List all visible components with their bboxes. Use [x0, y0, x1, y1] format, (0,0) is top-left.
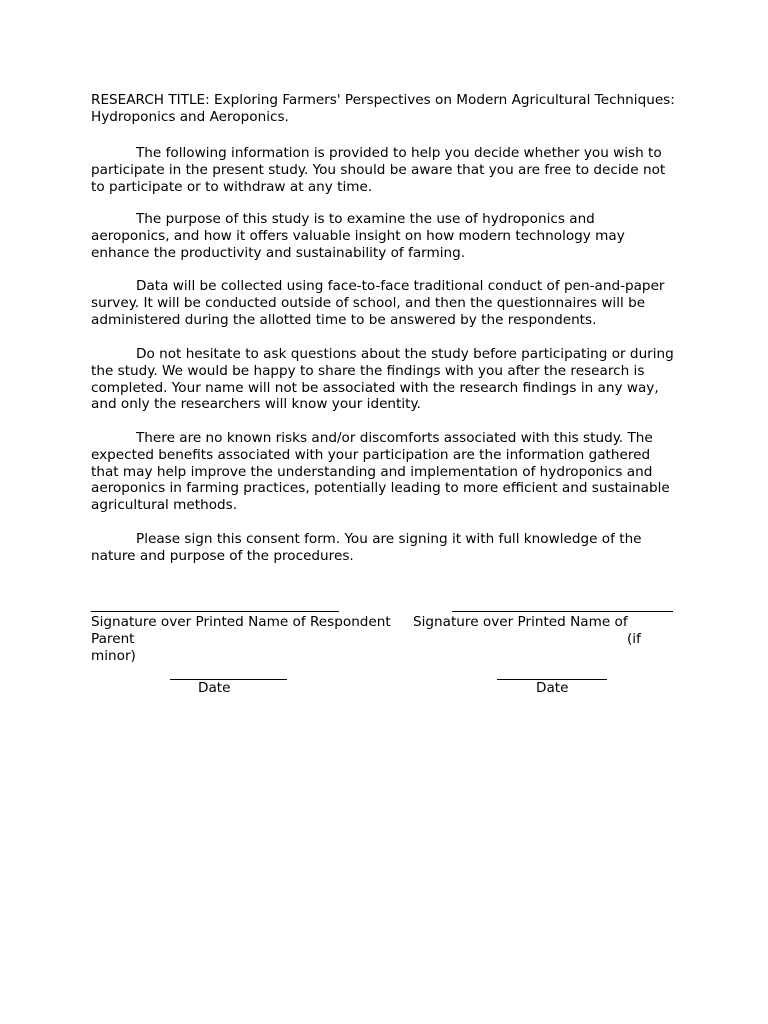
parent-signature-label: Signature over Printed Name of: [413, 614, 628, 630]
parent-label-minor: minor): [91, 648, 136, 664]
paragraph-information: The following information is provided to help you decide whether you wish to participate in the present study. You should be aware that you are free to decide not to participate or to withdraw at any time.: [91, 145, 666, 195]
parent-signature-line[interactable]: [452, 611, 673, 612]
research-title: RESEARCH TITLE: Exploring Farmers' Perspectives on Modern Agricultural Techniques: Hydroponics and Aeroponics.: [91, 92, 675, 125]
paragraph-purpose: The purpose of this study is to examine the use of hydroponics and aeroponics, and how it offers valuable insight on how modern technology may enhance the productivity and sustainability of farming.: [91, 211, 625, 261]
parent-label-continuation: Parent: [91, 631, 135, 647]
parent-label-if: (if: [627, 631, 641, 647]
respondent-signature-label: Signature over Printed Name of Respondent: [91, 614, 391, 630]
paragraph-data-collection: Data will be collected using face-to-face traditional conduct of pen-and-paper survey. It will be conducted outside of school, and then the questionnaires will be administered during the allotted time to be answered by the respondents.: [91, 278, 665, 328]
paragraph-risks-benefits: There are no known risks and/or discomforts associated with this study. The expected benefits associated with your participation are the information gathered that may help improve the understanding and implementation of hydroponics and aeroponics in farming practices, potentially leading to more efficient and sustainable agricultural methods.: [91, 430, 670, 514]
respondent-date-label: Date: [198, 680, 231, 696]
paragraph-questions: Do not hesitate to ask questions about the study before participating or during the study. We would be happy to share the findings with you after the research is completed. Your name will not be associated with the research findings in any way, and only the researchers will know your identity.: [91, 346, 674, 413]
respondent-signature-line[interactable]: [91, 611, 339, 612]
paragraph-consent: Please sign this consent form. You are signing it with full knowledge of the nature and purpose of the procedures.: [91, 531, 642, 564]
parent-date-label: Date: [536, 680, 569, 696]
